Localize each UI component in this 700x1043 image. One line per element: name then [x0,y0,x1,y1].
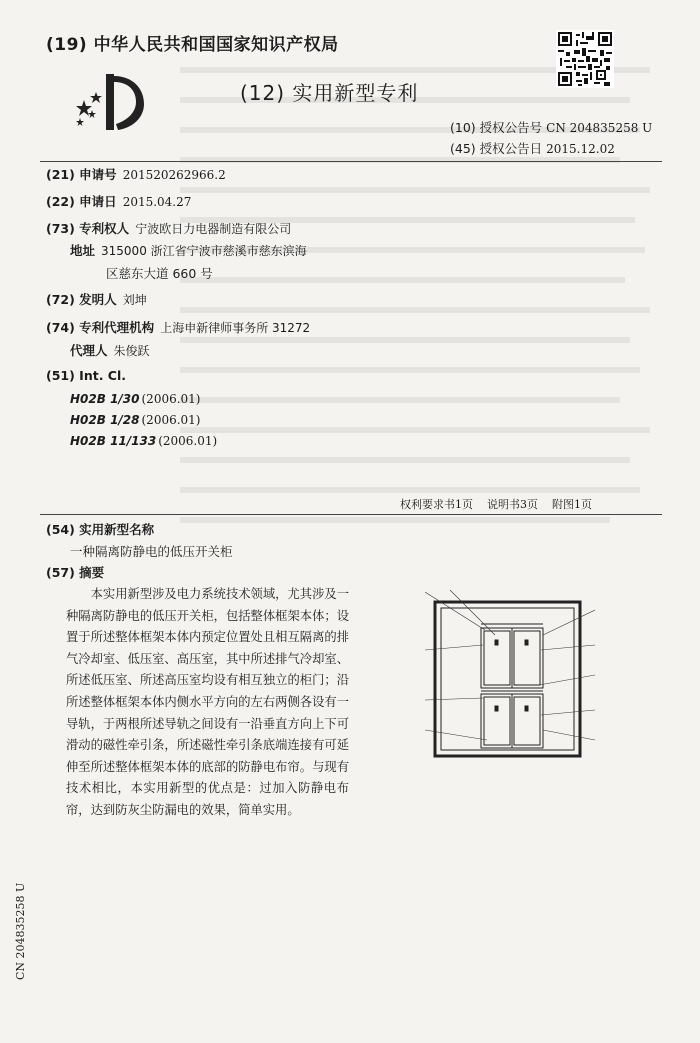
page-count-line: 权利要求书1页 说明书3页 附图1页 [400,498,592,511]
int-cl-entry [70,392,201,406]
abstract-text: 本实用新型涉及电力系统技术领域，尤其涉及一种隔离防静电的低压开关柜，包括整体框架本体；设置于所述整体框架本体内预定位置处且相互隔离的排气冷却室、低压室、高压室，其中所述排气冷却室、所述低压室、所述高压室均设有相互独立的柜门；沿所述整体框架本体内侧水平方向的左右两侧各设有一导轨，于两根所述导轨之间设有一沿垂直方向上下可滑动的磁性牵引条，所述磁性牵引条底端连接有可延伸至所述整体框架本体的底部的防静电布帘。与现有技术相比，本实用新型的优点是：过加入防静电布帘，达到防灰尘防漏电的效果，简单实用。 [66,587,349,817]
inventor-value: 刘坤 [122,293,147,307]
cnipa-logo-icon [70,70,150,132]
agency-value: 上海申新律师事务所 31272 [160,321,311,335]
switchgear-cabinet-drawing-icon [425,590,595,762]
document-type: (12) 实用新型专利 [240,81,419,105]
application-number-label: (21) 申请号 [46,167,117,182]
patentee-label: (73) 专利权人 [46,221,130,236]
agent-value: 朱俊跃 [113,344,150,358]
patent-agent [70,341,150,359]
application-date [46,192,191,210]
agency-label: (74) 专利代理机构 [46,320,155,335]
int-cl-version: (2006.01) [141,413,201,427]
vertical-publication-number: CN 204835258 U [14,882,27,980]
agent-label: 代理人 [70,343,108,358]
abstract-label: (57) 摘要 [46,565,105,580]
int-cl-code: H02B 1/28 [70,413,140,427]
int-cl-version: (2006.01) [141,392,201,406]
patent-agency [46,318,310,336]
int-cl-label: (51) Int. Cl. [46,368,127,383]
int-cl-entry [70,413,201,427]
application-number-value: 201520262966.2 [122,168,226,182]
publication-number-value: CN 204835258 U [546,121,653,135]
application-date-value: 2015.04.27 [122,195,192,209]
publication-number [450,118,652,136]
address-line-2: 区慈东大道 660 号 [106,266,213,281]
int-cl-code: H02B 1/30 [70,392,140,406]
patentee-value: 宁波欧日力电器制造有限公司 [135,222,292,236]
utility-model-title: 一种隔离防静电的低压开关柜 [70,544,233,559]
inventor-label: (72) 发明人 [46,292,117,307]
patentee [46,219,291,237]
header-divider [40,161,662,162]
application-date-label: (22) 申请日 [46,194,117,209]
address [70,241,307,259]
inventor [46,290,147,308]
publication-date-label: (45) 授权公告日 [450,141,543,156]
issuing-office: (19) 中华人民共和国国家知识产权局 [46,35,339,55]
section-divider [40,514,662,515]
publication-date [450,139,615,157]
int-cl-version: (2006.01) [158,434,218,448]
application-number [46,165,226,183]
publication-number-label: (10) 授权公告号 [450,120,543,135]
int-cl-code: H02B 11/133 [70,434,157,448]
publication-date-value: 2015.12.02 [546,142,615,156]
address-label: 地址 [70,243,96,258]
title-label: (54) 实用新型名称 [46,522,155,537]
address-line-1: 315000 浙江省宁波市慈溪市慈东滨海 [101,244,307,258]
int-cl-entry [70,434,217,448]
qr-code-icon [556,30,614,88]
